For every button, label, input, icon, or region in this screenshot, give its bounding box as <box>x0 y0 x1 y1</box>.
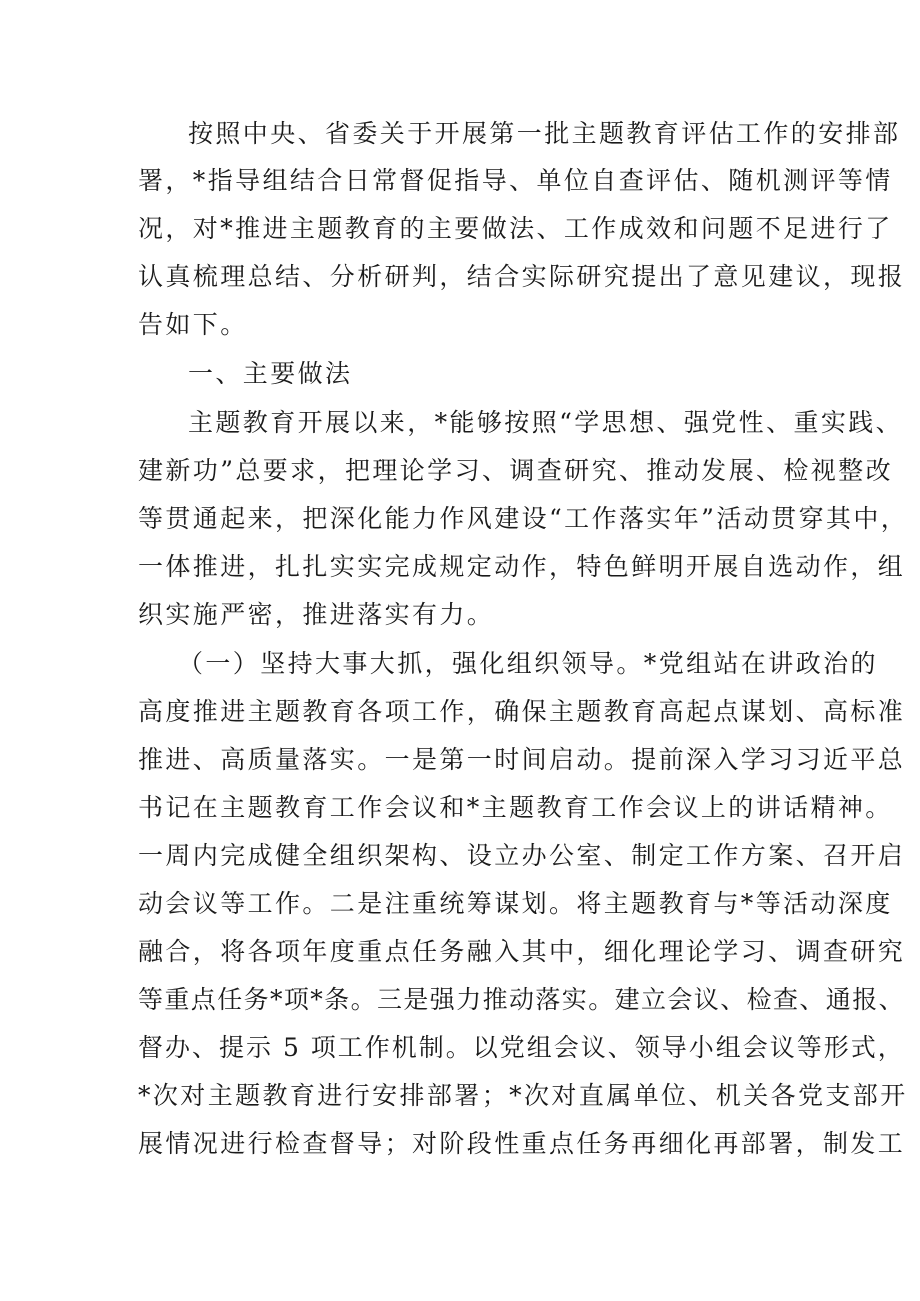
text-line: 建新功”总要求，把理论学习、调查研究、推动发展、检视整改 <box>138 456 893 485</box>
text-line: 高度推进主题教育各项工作，确保主题教育高起点谋划、高标准 <box>138 697 906 726</box>
text-line: 等贯通起来，把深化能力作风建设“工作落实年”活动贯穿其中， <box>138 504 909 533</box>
text-line: 融合，将各项年度重点任务融入其中，细化理论学习、调查研究 <box>138 937 906 966</box>
text-line: 一周内完成健全组织架构、设立办公室、制定工作方案、召开启 <box>138 841 906 870</box>
text-line: 署，*指导组结合日常督促指导、单位自查评估、随机测评等情 <box>138 166 893 195</box>
text-line: 督办、提示 5 项工作机制。以党组会议、领导小组会议等形式， <box>138 1033 905 1062</box>
text-line: 主题教育开展以来，*能够按照“学思想、强党性、重实践、 <box>188 408 904 437</box>
text-line: 等重点任务*项*条。三是强力推动落实。建立会议、检查、通报、 <box>138 985 906 1014</box>
section-heading: 一、主要做法 <box>188 359 353 388</box>
text-line: 告如下。 <box>138 310 248 339</box>
subsection-heading-line: （一）坚持大事大抓，强化组织领导。*党组站在讲政治的 <box>178 649 878 678</box>
text-line: 书记在主题教育工作会议和*主题教育工作会议上的讲话精神。 <box>138 793 893 822</box>
text-line: 一体推进，扎扎实实完成规定动作，特色鲜明开展自选动作，组 <box>138 552 906 581</box>
text-line: 按照中央、省委关于开展第一批主题教育评估工作的安排部 <box>188 119 901 148</box>
text-line: 况，对*推进主题教育的主要做法、工作成效和问题不足进行了 <box>138 214 893 243</box>
text-line: *次对主题教育进行安排部署；*次对直属单位、机关各党支部开 <box>138 1081 908 1110</box>
text-line: 织实施严密，推进落实有力。 <box>138 600 495 629</box>
text-line: 动会议等工作。二是注重统筹谋划。将主题教育与*等活动深度 <box>138 889 893 918</box>
text-line: 展情况进行检查督导；对阶段性重点任务再细化再部署，制发工 <box>138 1129 906 1158</box>
text-line: 推进、高质量落实。一是第一时间启动。提前深入学习习近平总 <box>138 745 906 774</box>
text-line: 认真梳理总结、分析研判，结合实际研究提出了意见建议，现报 <box>138 262 906 291</box>
